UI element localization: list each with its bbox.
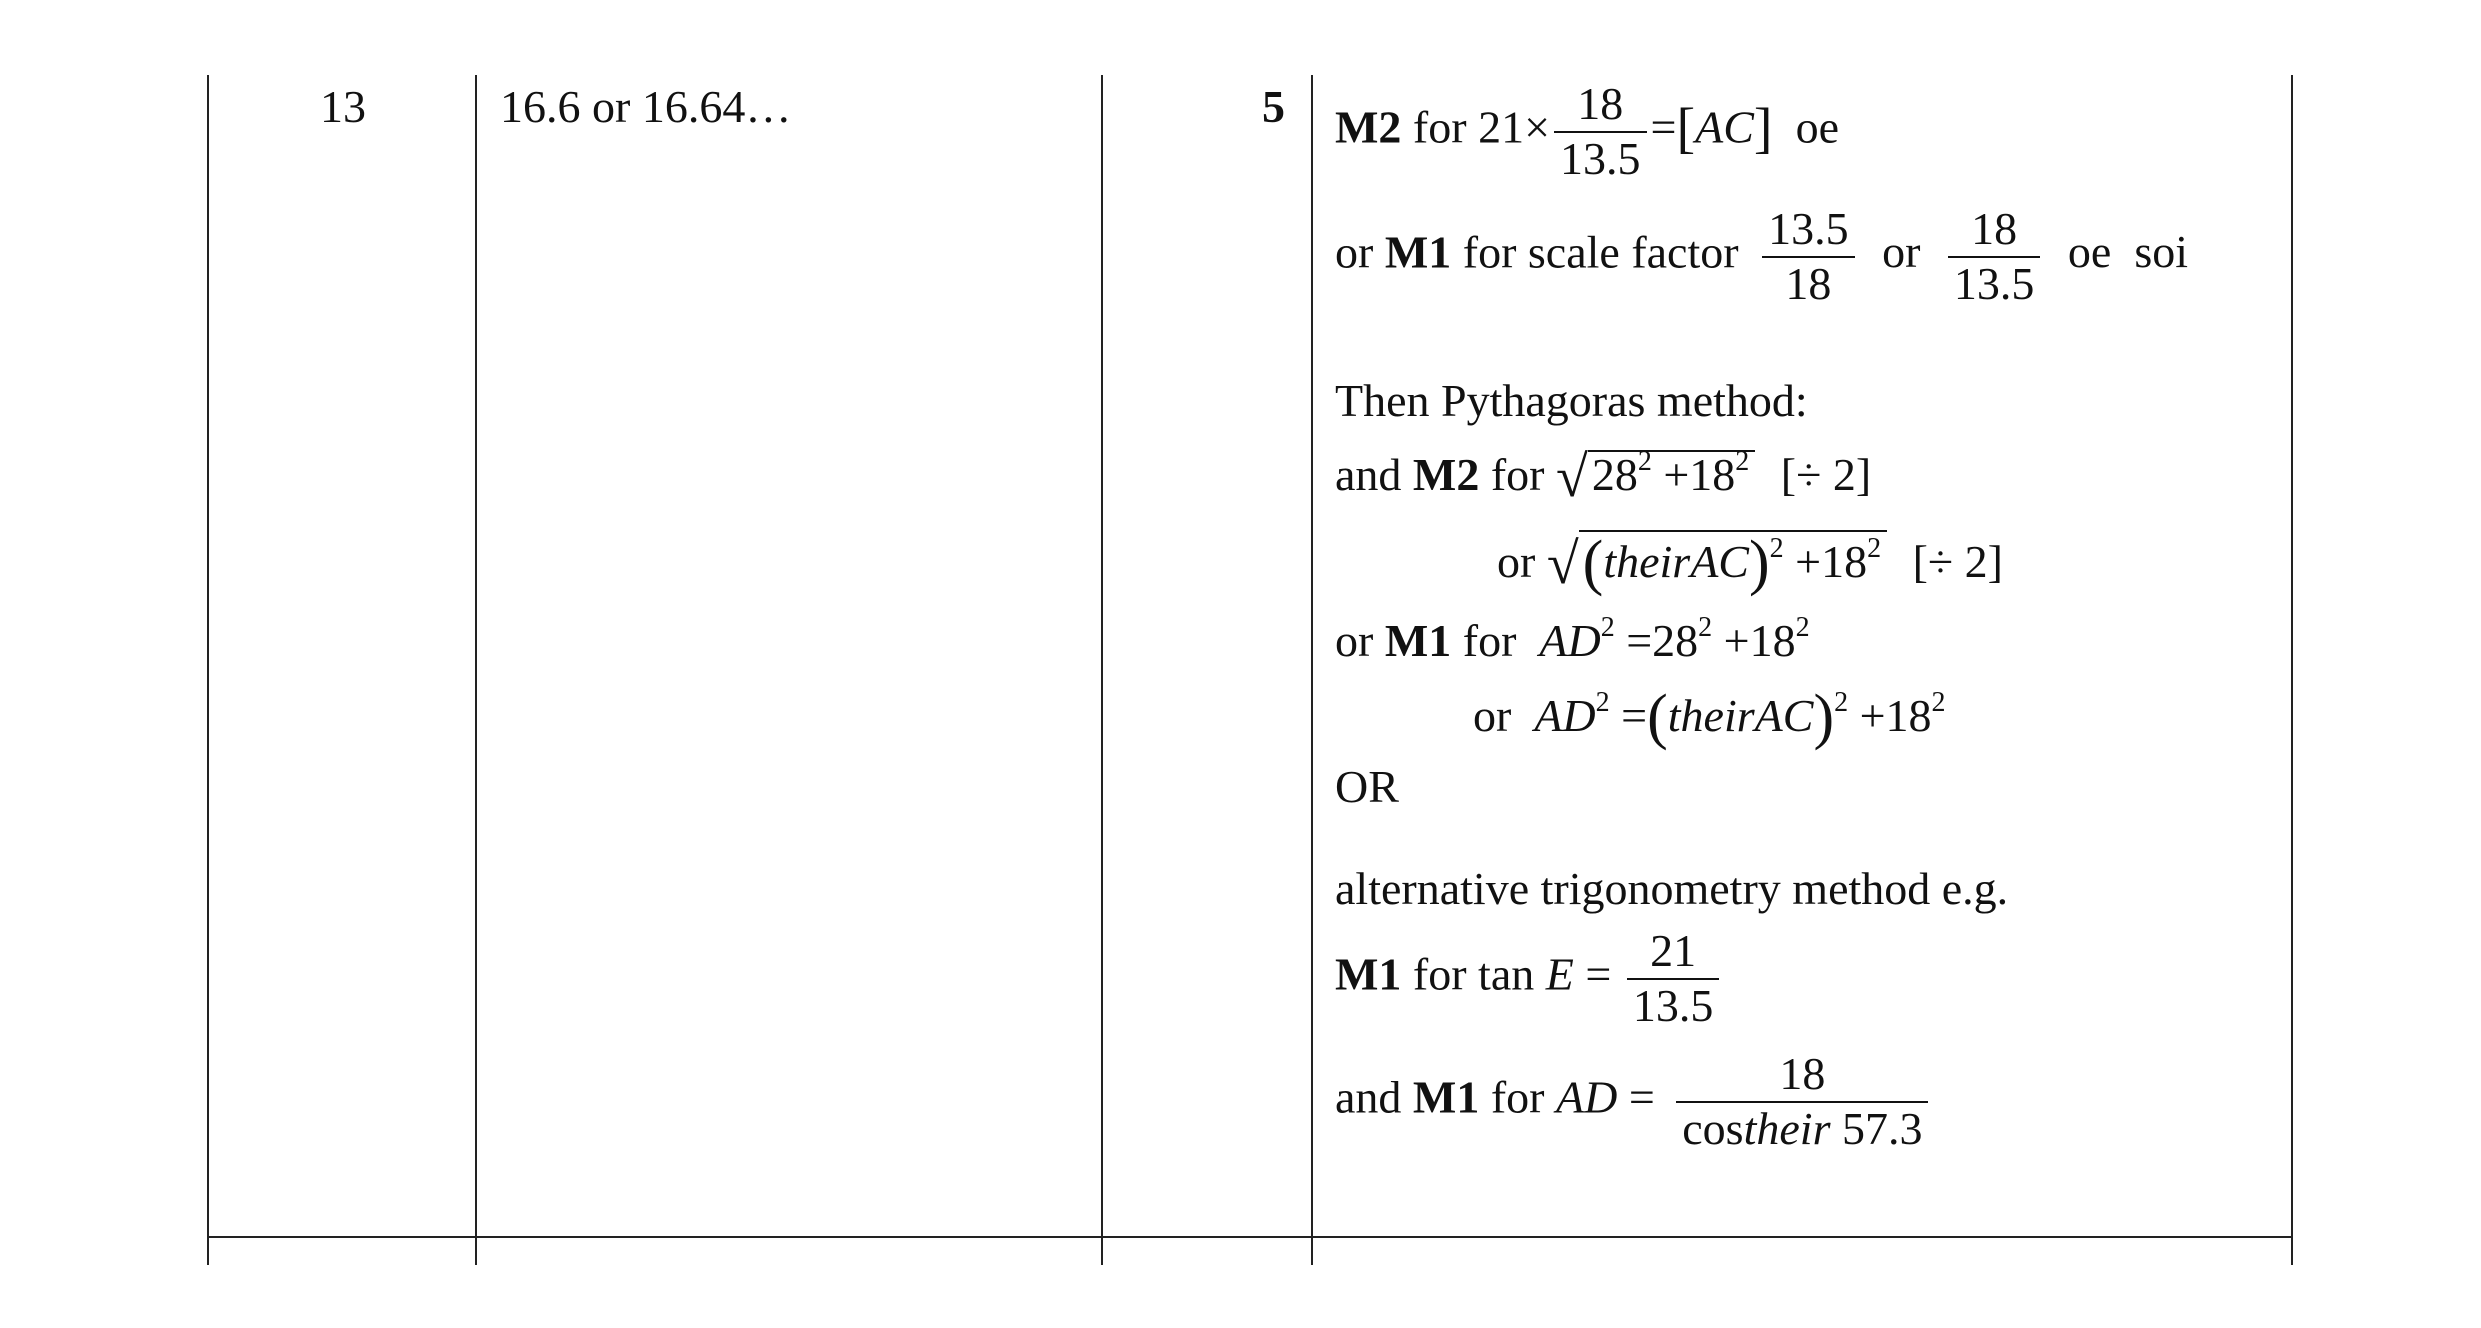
- table-right-border: [2291, 75, 2293, 1265]
- guidance-line-5: or √(theirAC)$^2$ $+18^2$ [÷ 2]: [1497, 529, 2003, 597]
- guidance-line-10: M1 for tan E = $\frac{21}{13.5}$: [1335, 925, 1723, 1033]
- guidance-line-7: or $AD^2$ =(theirAC)$^2$ $+18^2$: [1473, 683, 1946, 751]
- answer-cell: 16.6 or 16.64…: [500, 81, 792, 132]
- award-m1: M1: [1384, 615, 1452, 666]
- question-number: 13: [320, 81, 366, 132]
- guidance-line-6: or M1 for $AD^2 =28^2 +18^2$: [1335, 612, 1810, 666]
- column-divider-2: [1101, 75, 1103, 1265]
- guidance-line-8: OR: [1335, 761, 1399, 812]
- table-left-border: [207, 75, 209, 1265]
- marks-cell: 5: [1262, 81, 1285, 132]
- guidance-line-1: M2 for 21× $\frac{18}{13.5}$ =[AC] oe: [1335, 78, 1839, 184]
- guidance-line-11: and M1 for AD = $\frac{18}{\text{costheir 57.3}}$: [1335, 1048, 1932, 1156]
- fraction: $\frac{21}{13.5}$: [1627, 925, 1720, 1033]
- column-divider-3: [1311, 75, 1313, 1265]
- fraction: $\frac{18}{13.5}$: [1554, 78, 1647, 186]
- sqrt-symbol: √: [1546, 531, 1579, 596]
- fraction: $\frac{18}{13.5}$: [1948, 203, 2041, 311]
- fraction: $\frac{18}{\text{costheir 57.3}}$: [1676, 1048, 1928, 1156]
- guidance-line-2: or M1 for scale factor $\frac{13.5}{18}$ or $\frac{18}{13.5}$ oe soi: [1335, 203, 2189, 309]
- table-bottom-border: [207, 1236, 2293, 1238]
- award-m2: M2: [1335, 101, 1402, 153]
- award-m1: M1: [1412, 1071, 1480, 1123]
- award-m1: M1: [1384, 226, 1452, 278]
- guidance-line-9: alternative trigonometry method e.g.: [1335, 863, 2009, 914]
- guidance-line-3: Then Pythagoras method:: [1335, 375, 1808, 426]
- award-m2: M2: [1412, 449, 1480, 500]
- award-m1: M1: [1335, 948, 1402, 1000]
- column-divider-1: [475, 75, 477, 1265]
- guidance-line-4: and M2 for $√28^2 +18^2$ [÷ 2]: [1335, 444, 1872, 509]
- fraction: $\frac{13.5}{18}$: [1762, 203, 1855, 311]
- sqrt-symbol: √: [1555, 444, 1588, 509]
